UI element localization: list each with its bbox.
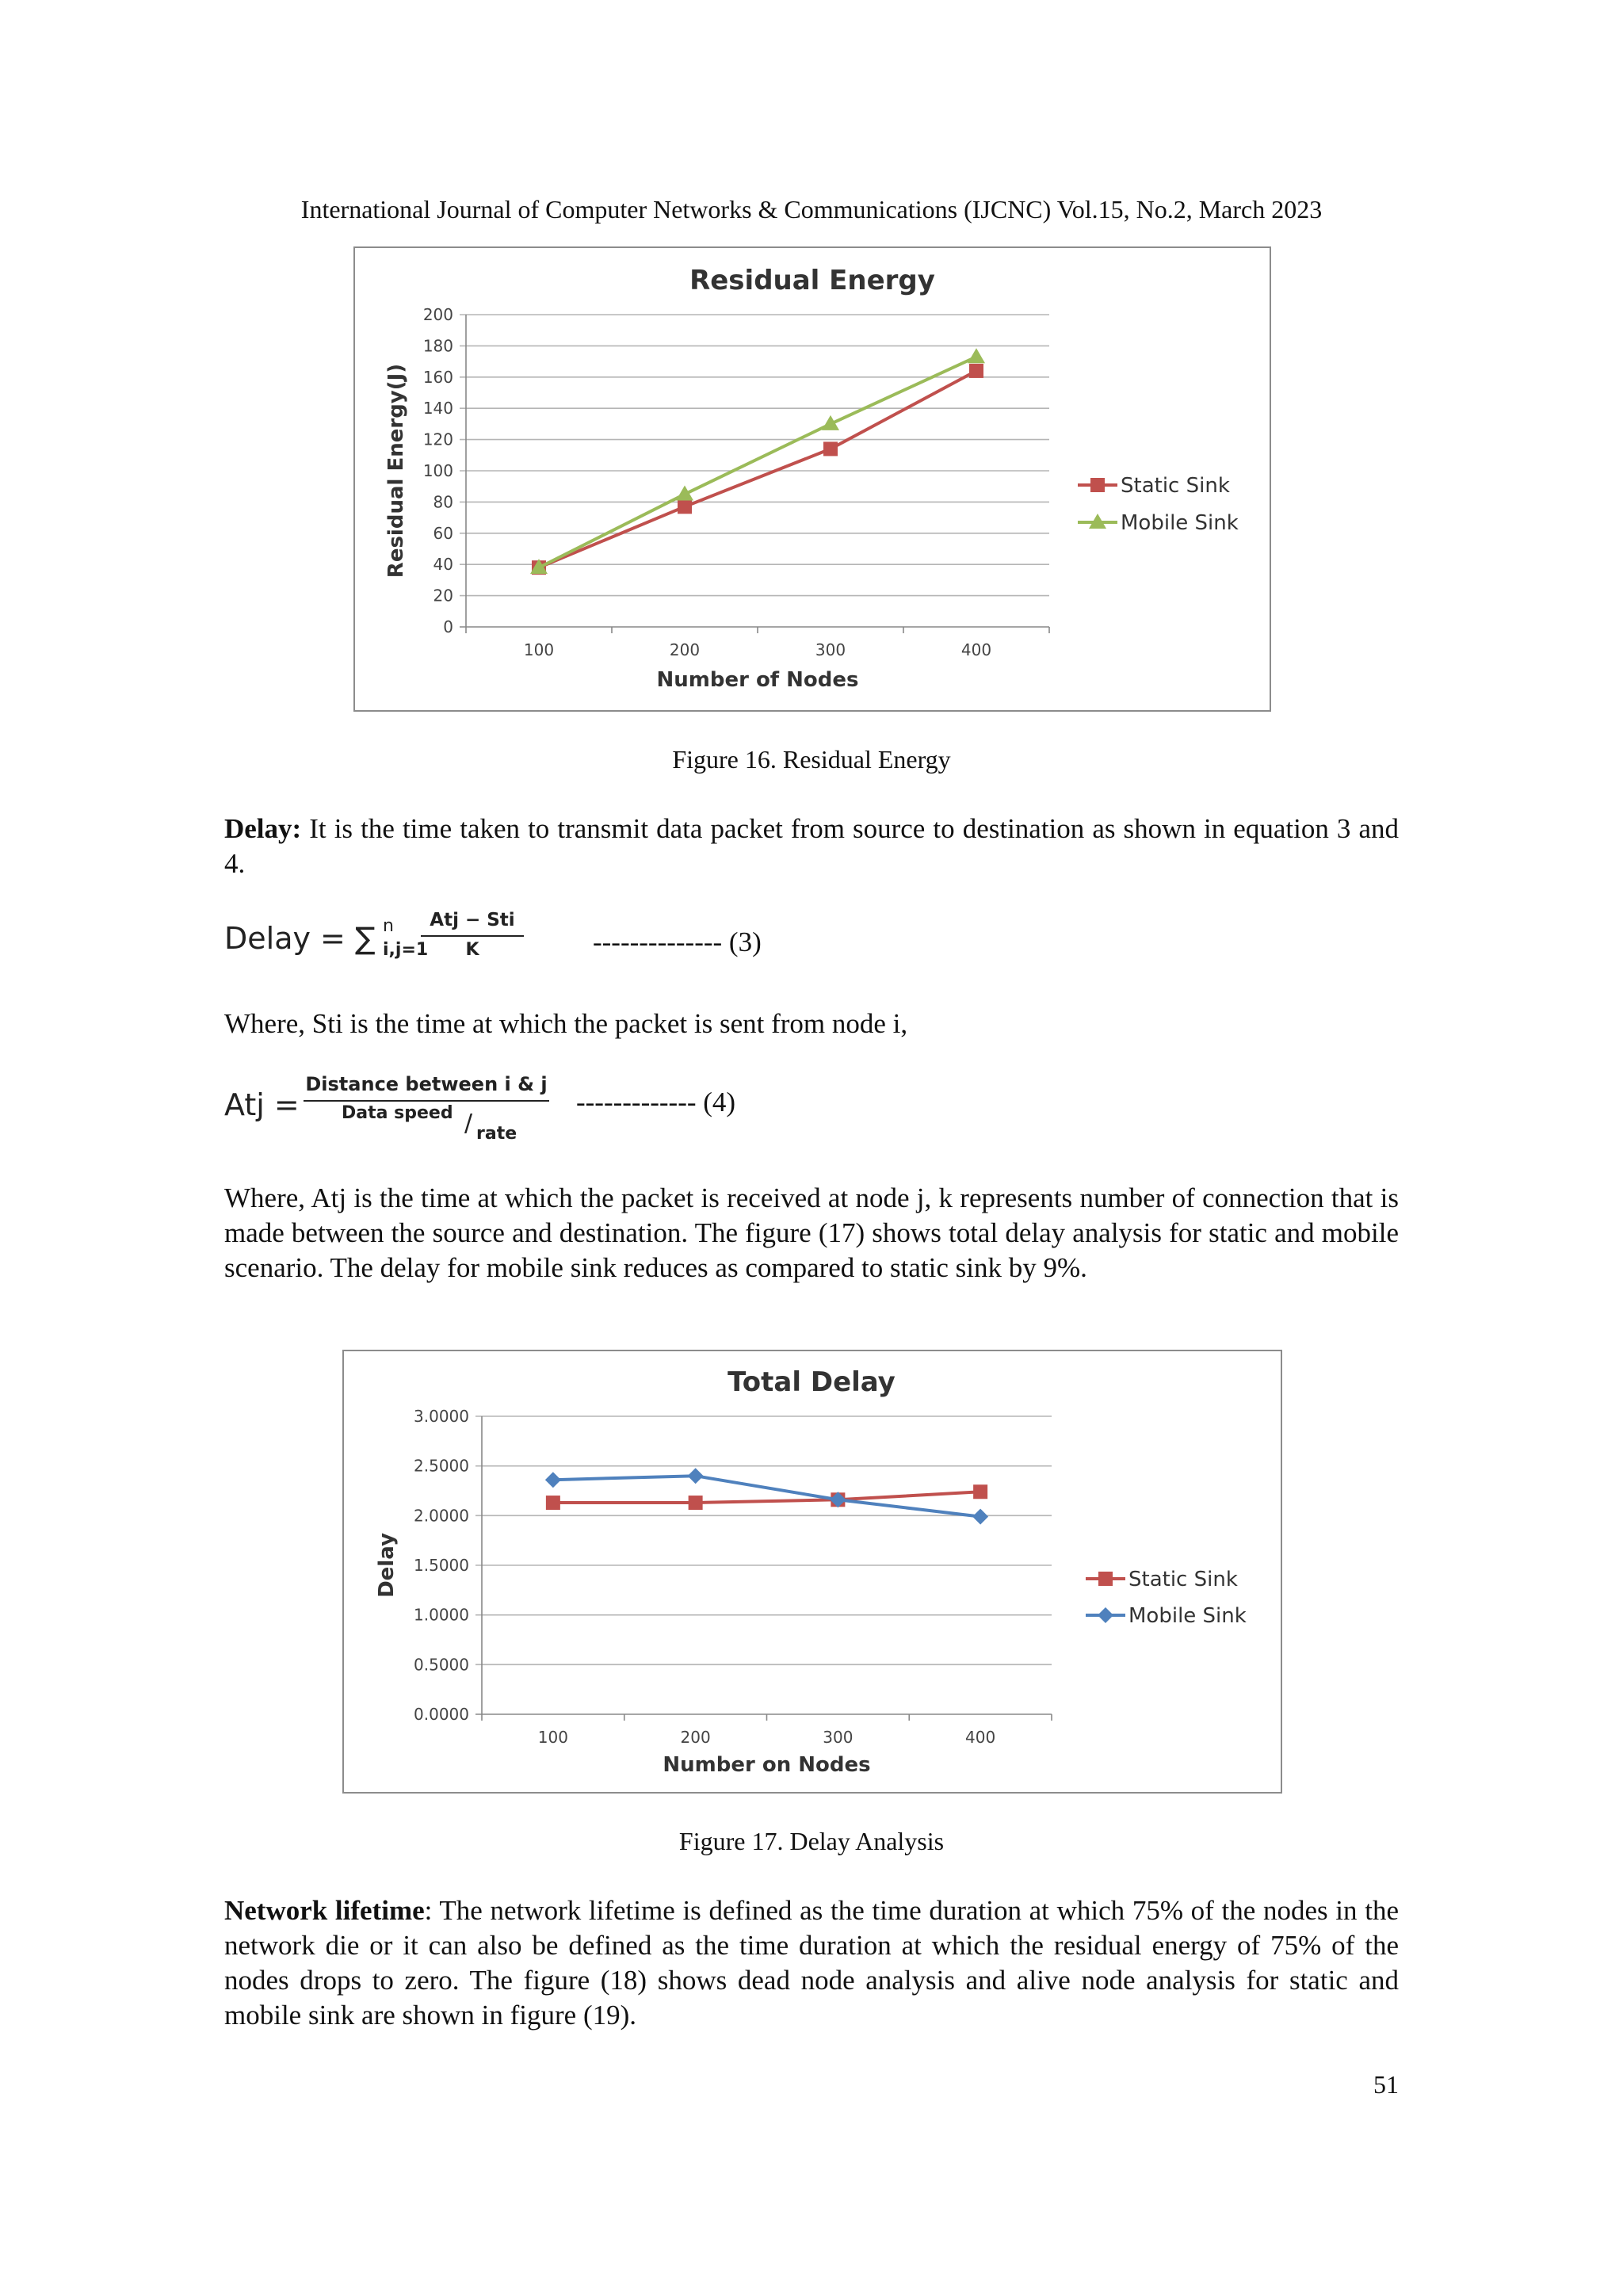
x-tick-label: 300 bbox=[815, 640, 846, 659]
y-tick-label: 0.5000 bbox=[414, 1655, 469, 1675]
delay-paragraph bbox=[224, 812, 1399, 881]
where-sti-paragraph: Where, Sti is the time at which the packet is sent from node i, bbox=[224, 1008, 908, 1039]
y-tick-label: 200 bbox=[422, 305, 453, 324]
network-lifetime-text: : The network lifetime is defined as the time duration at which 75% of the nodes in the network die or it can also be defined as the time duration at which the residual energy of 75% of the nodes drops to zero. The figure (18) shows dead node analysis and alive node analysis for static and mobile sink are shown in figure (19). bbox=[224, 1895, 1399, 2030]
y-tick-label: 20 bbox=[433, 586, 453, 606]
y-tick-label: 160 bbox=[422, 367, 453, 387]
eq4-fraction-bar bbox=[304, 1100, 549, 1102]
series-line-mobile-sink bbox=[539, 357, 976, 567]
eq3-number: -------------- (3) bbox=[593, 926, 762, 957]
x-tick-label: 400 bbox=[965, 1728, 996, 1747]
data-point-static-sink bbox=[546, 1496, 560, 1510]
legend-label: Mobile Sink bbox=[1121, 511, 1239, 535]
x-axis-label: Number on Nodes bbox=[663, 1753, 871, 1777]
journal-header: International Journal of Computer Networks & Communications (IJCNC) Vol.15, No.2, March 2023 bbox=[300, 195, 1323, 223]
data-point-mobile-sink bbox=[545, 1472, 561, 1488]
eq3-fraction-bar bbox=[421, 935, 524, 937]
x-tick-label: 100 bbox=[537, 1728, 568, 1747]
eq4-inner-numerator: Data speed bbox=[342, 1103, 453, 1123]
x-tick-label: 200 bbox=[680, 1728, 711, 1747]
x-tick-label: 400 bbox=[960, 640, 992, 659]
legend-marker bbox=[1098, 1607, 1113, 1623]
eq4-lhs: Atj = bbox=[224, 1087, 300, 1122]
delay-text: It is the time taken to transmit data packet from source to destination as shown in equation 3 and 4. bbox=[224, 813, 1399, 879]
x-tick-label: 200 bbox=[669, 640, 701, 659]
figure-17-chart bbox=[342, 1350, 1282, 1794]
eq3-sup: n bbox=[383, 916, 394, 936]
page-number: 51 bbox=[1373, 2070, 1399, 2099]
data-point-static-sink bbox=[823, 441, 838, 456]
total-delay-svg bbox=[344, 1351, 1281, 1792]
eq3-sub: i,j=1 bbox=[383, 940, 429, 960]
series-line-static-sink bbox=[553, 1492, 980, 1503]
y-tick-label: 1.0000 bbox=[414, 1605, 469, 1625]
data-point-static-sink bbox=[969, 364, 983, 378]
chart-title: Total Delay bbox=[727, 1366, 896, 1398]
where-atj-paragraph: Where, Atj is the time at which the packet is received at node j, k represents number of connection that is made between the source and destination. The figure (17) shows total delay analysis for static and mobile scenario. The delay for mobile sink reduces as compared to static sink by 9%. bbox=[224, 1182, 1399, 1283]
y-tick-label: 60 bbox=[433, 523, 453, 543]
chart-title: Residual Energy bbox=[689, 265, 935, 296]
legend-label: Mobile Sink bbox=[1128, 1604, 1247, 1628]
x-tick-label: 100 bbox=[523, 640, 555, 659]
y-tick-label: 2.5000 bbox=[414, 1456, 469, 1476]
y-tick-label: 80 bbox=[433, 492, 453, 512]
residual-energy-svg bbox=[355, 248, 1270, 710]
data-point-mobile-sink bbox=[688, 1468, 704, 1484]
x-axis-label: Number of Nodes bbox=[656, 668, 859, 692]
series-line-static-sink bbox=[539, 371, 976, 567]
eq4-slash: / bbox=[464, 1110, 473, 1137]
network-lifetime-label: Network lifetime bbox=[224, 1895, 425, 1926]
y-tick-label: 180 bbox=[422, 336, 453, 356]
y-tick-label: 3.0000 bbox=[414, 1407, 469, 1426]
data-point-static-sink bbox=[973, 1484, 987, 1499]
y-tick-label: 140 bbox=[422, 399, 453, 418]
figure-16-chart bbox=[353, 246, 1271, 712]
figure-17-caption: Figure 17. Delay Analysis bbox=[678, 1827, 945, 1855]
legend-marker bbox=[1098, 1572, 1113, 1586]
data-point-static-sink bbox=[689, 1496, 703, 1510]
y-tick-label: 120 bbox=[422, 430, 453, 449]
legend-marker bbox=[1090, 478, 1105, 492]
y-tick-label: 0 bbox=[443, 617, 453, 636]
y-tick-label: 1.5000 bbox=[414, 1556, 469, 1575]
figure-16-caption: Figure 16. Residual Energy bbox=[672, 745, 951, 774]
legend-label: Static Sink bbox=[1128, 1568, 1238, 1591]
y-axis-label: Residual Energy(J) bbox=[384, 363, 408, 579]
y-tick-label: 100 bbox=[422, 461, 453, 480]
eq4-inner-denominator: rate bbox=[476, 1124, 517, 1144]
equation-4 bbox=[224, 1070, 557, 1149]
y-tick-label: 0.0000 bbox=[414, 1705, 469, 1724]
data-point-static-sink bbox=[678, 499, 692, 514]
eq4-number: ------------- (4) bbox=[576, 1087, 736, 1117]
legend-label: Static Sink bbox=[1121, 474, 1230, 498]
data-point-mobile-sink bbox=[972, 1509, 988, 1525]
network-lifetime-paragraph bbox=[224, 1893, 1399, 2033]
x-tick-label: 300 bbox=[823, 1728, 854, 1747]
y-tick-label: 40 bbox=[433, 555, 453, 575]
data-point-mobile-sink bbox=[968, 348, 985, 363]
eq4-numerator: Distance between i & j bbox=[305, 1073, 548, 1095]
y-axis-label: Delay bbox=[375, 1533, 399, 1598]
eq3-denominator: K bbox=[465, 940, 479, 960]
y-tick-label: 2.0000 bbox=[414, 1506, 469, 1526]
delay-label: Delay: bbox=[224, 813, 302, 844]
eq3-numerator: Atj − Sti bbox=[430, 910, 515, 930]
eq3-lhs: Delay = ∑ bbox=[224, 921, 376, 956]
